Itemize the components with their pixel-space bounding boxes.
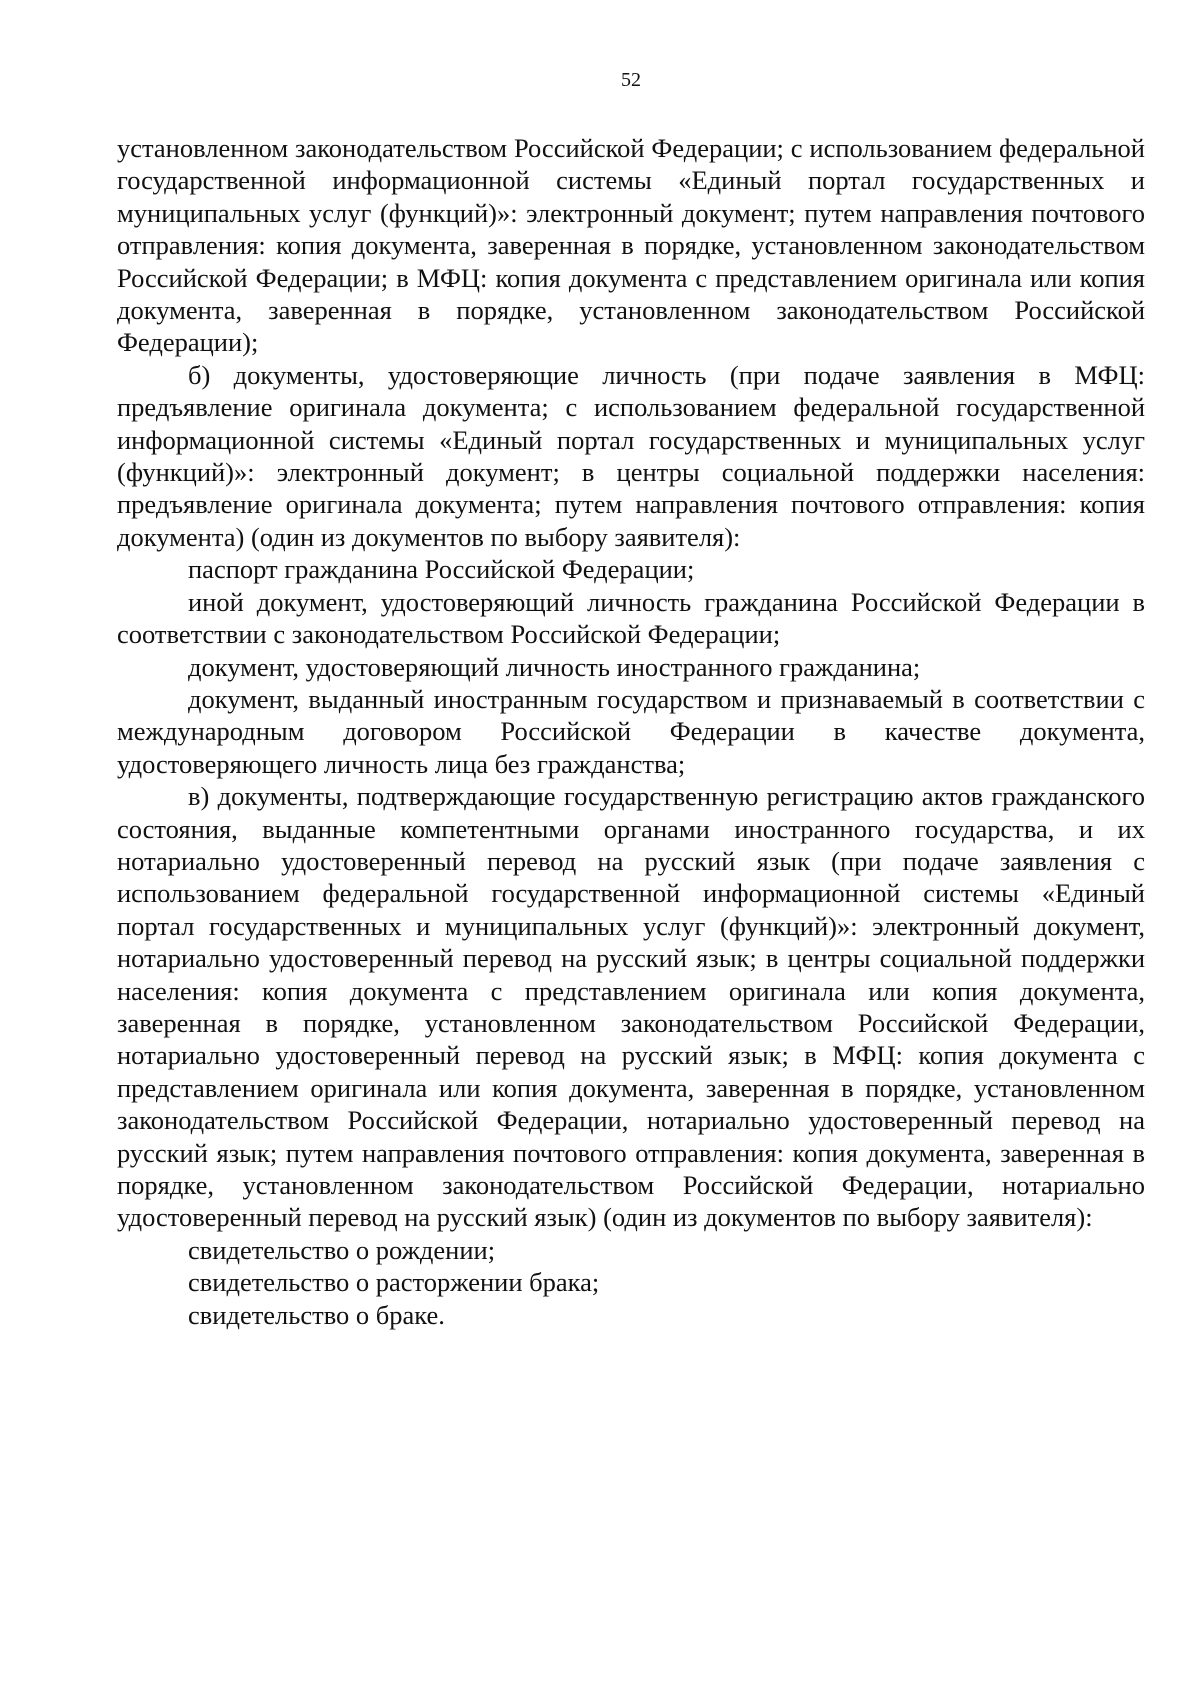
list-item-marriage-certificate: свидетельство о браке.: [188, 1299, 445, 1330]
list-item-other-identity-document: иной документ, удостоверяющий личность гражданина Российской Федерации в соответствии с законодательством Российской Федерации;: [117, 586, 1145, 650]
list-item-foreign-citizen-document: документ, удостоверяющий личность иностранного гражданина;: [188, 651, 921, 682]
paragraph-continuation: установленном законодательством Российской Федерации; с использованием федеральной государственной информационной системы «Единый портал государственных и муниципальных услуг (функций)»: электронный документ; путем направления почтового отправления: копия документа, заверенная в порядке, установленном законодательством Российской Федерации; в МФЦ: копия документа с представлением оригинала или копия документа, заверенная в порядке, установленном законодательством Российской Федерации);: [117, 133, 1145, 358]
paragraph-item-v-civil-status-documents: в) документы, подтверждающие государственную регистрацию актов гражданского состояния, выданные компетентными органами иностранного государства, и их нотариально удостоверенный перевод на русский язык (при подаче заявления с использованием федеральной государственной информационной системы «Единый портал государственных и муниципальных услуг (функций)»: электронный документ, нотариально удостоверенный перевод на русский язык; в центры социальной поддержки населения: копия документа с представлением оригинала или копия документа, заверенная в порядке, установленном законодательством Российской Федерации, нотариально удостоверенный перевод на русский язык; в МФЦ: копия документа с представлением оригинала или копия документа, заверенная в порядке, установленном законодательством Российской Федерации, нотариально удостоверенный перевод на русский язык; путем направления почтового отправления: копия документа, заверенная в порядке, установленном законодательством Российской Федерации, нотариально удостоверенный перевод на русский язык) (один из документов по выбору заявителя):: [117, 781, 1145, 1233]
list-item-birth-certificate: свидетельство о рождении;: [188, 1234, 496, 1265]
list-item-divorce-certificate: свидетельство о расторжении брака;: [188, 1267, 600, 1298]
document-body: [117, 132, 1145, 1331]
paragraph-item-b-identity-documents: б) документы, удостоверяющие личность (при подаче заявления в МФЦ: предъявление оригинала документа; с использованием федеральной государственной информационной системы «Единый портал государственных и муниципальных услуг (функций)»: электронный документ; в центры социальной поддержки населения: предъявление оригинала документа; путем направления почтового отправления: копия документа) (один из документов по выбору заявителя):: [117, 359, 1145, 552]
list-item-passport: паспорт гражданина Российской Федерации;: [188, 554, 695, 585]
list-item-stateless-person-document: документ, выданный иностранным государством и признаваемый в соответствии с международным договором Российской Федерации в качестве документа, удостоверяющего личность лица без гражданства;: [117, 683, 1145, 779]
page-number: 52: [621, 69, 641, 91]
